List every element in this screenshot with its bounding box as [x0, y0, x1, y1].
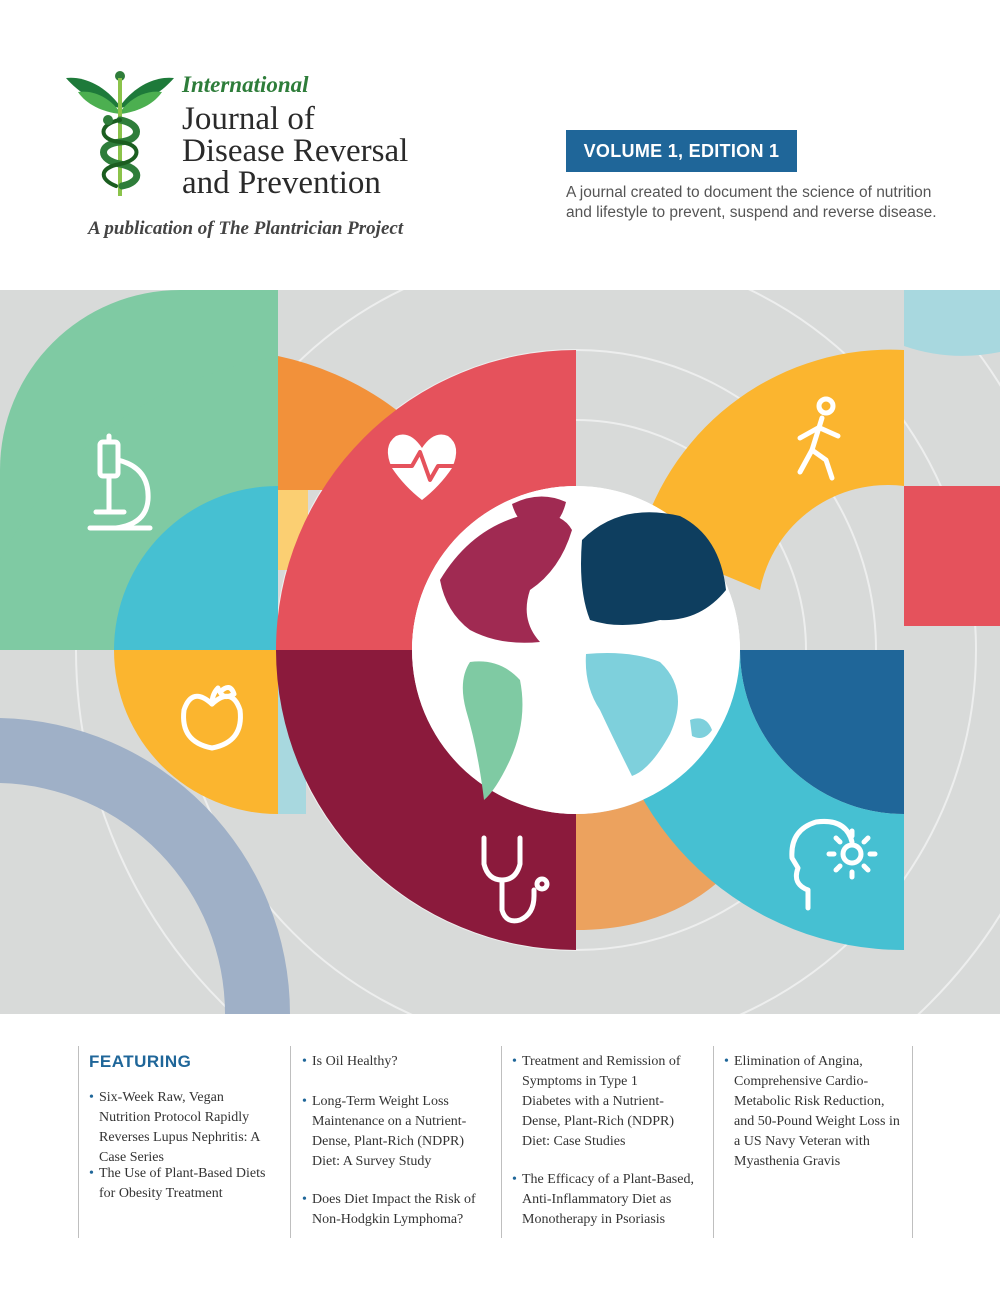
featured-article[interactable]: • Six-Week Raw, Vegan Nutrition Protocol Rapidly Reverses Lupus Nephritis: A Case Series	[89, 1090, 260, 1165]
featuring-column-1	[78, 1046, 279, 1238]
featured-article[interactable]: • Elimination of Angina, Comprehensive Cardio-Metabolic Risk Reduction, and 50-Pound Weight Loss in a US Navy Veteran with Myasthenia Gravis	[724, 1054, 900, 1169]
journal-description: A journal created to document the science of nutrition and lifestyle to prevent, suspend and reverse disease.	[566, 184, 937, 221]
journal-title-line3: and Prevention	[182, 165, 381, 201]
featured-article[interactable]: • Is Oil Healthy?	[302, 1054, 398, 1069]
journal-title-line2: Disease Reversal	[182, 133, 409, 169]
publisher-line: A publication of The Plantrician Project	[88, 218, 404, 239]
globe-icon	[412, 486, 740, 814]
featured-article[interactable]: • Does Diet Impact the Risk of Non-Hodgkin Lymphoma?	[302, 1192, 476, 1227]
featuring-column-2	[290, 1046, 491, 1238]
cover-artwork	[0, 290, 1000, 1014]
featured-article[interactable]: • Treatment and Remission of Symptoms in Type 1 Diabetes with a Nutrient-Dense, Plant-Rich (NDPR) Diet: Case Studies	[512, 1054, 681, 1149]
journal-title-international: International	[182, 72, 309, 97]
caduceus-icon	[64, 68, 176, 198]
featuring-column-3	[501, 1046, 702, 1238]
featured-article[interactable]: • The Efficacy of a Plant-Based, Anti-Inflammatory Diet as Monotherapy in Psoriasis	[512, 1172, 694, 1227]
featuring-column-4	[713, 1046, 913, 1238]
journal-title-line1: Journal of	[182, 101, 315, 137]
featuring-heading: FEATURING	[89, 1052, 192, 1071]
featured-article[interactable]: • Long-Term Weight Loss Maintenance on a Nutrient-Dense, Plant-Rich (NDPR) Diet: A Survey Study	[302, 1094, 467, 1169]
featured-article[interactable]: • The Use of Plant-Based Diets for Obesity Treatment	[89, 1166, 266, 1201]
volume-badge: VOLUME 1, EDITION 1	[566, 130, 797, 172]
